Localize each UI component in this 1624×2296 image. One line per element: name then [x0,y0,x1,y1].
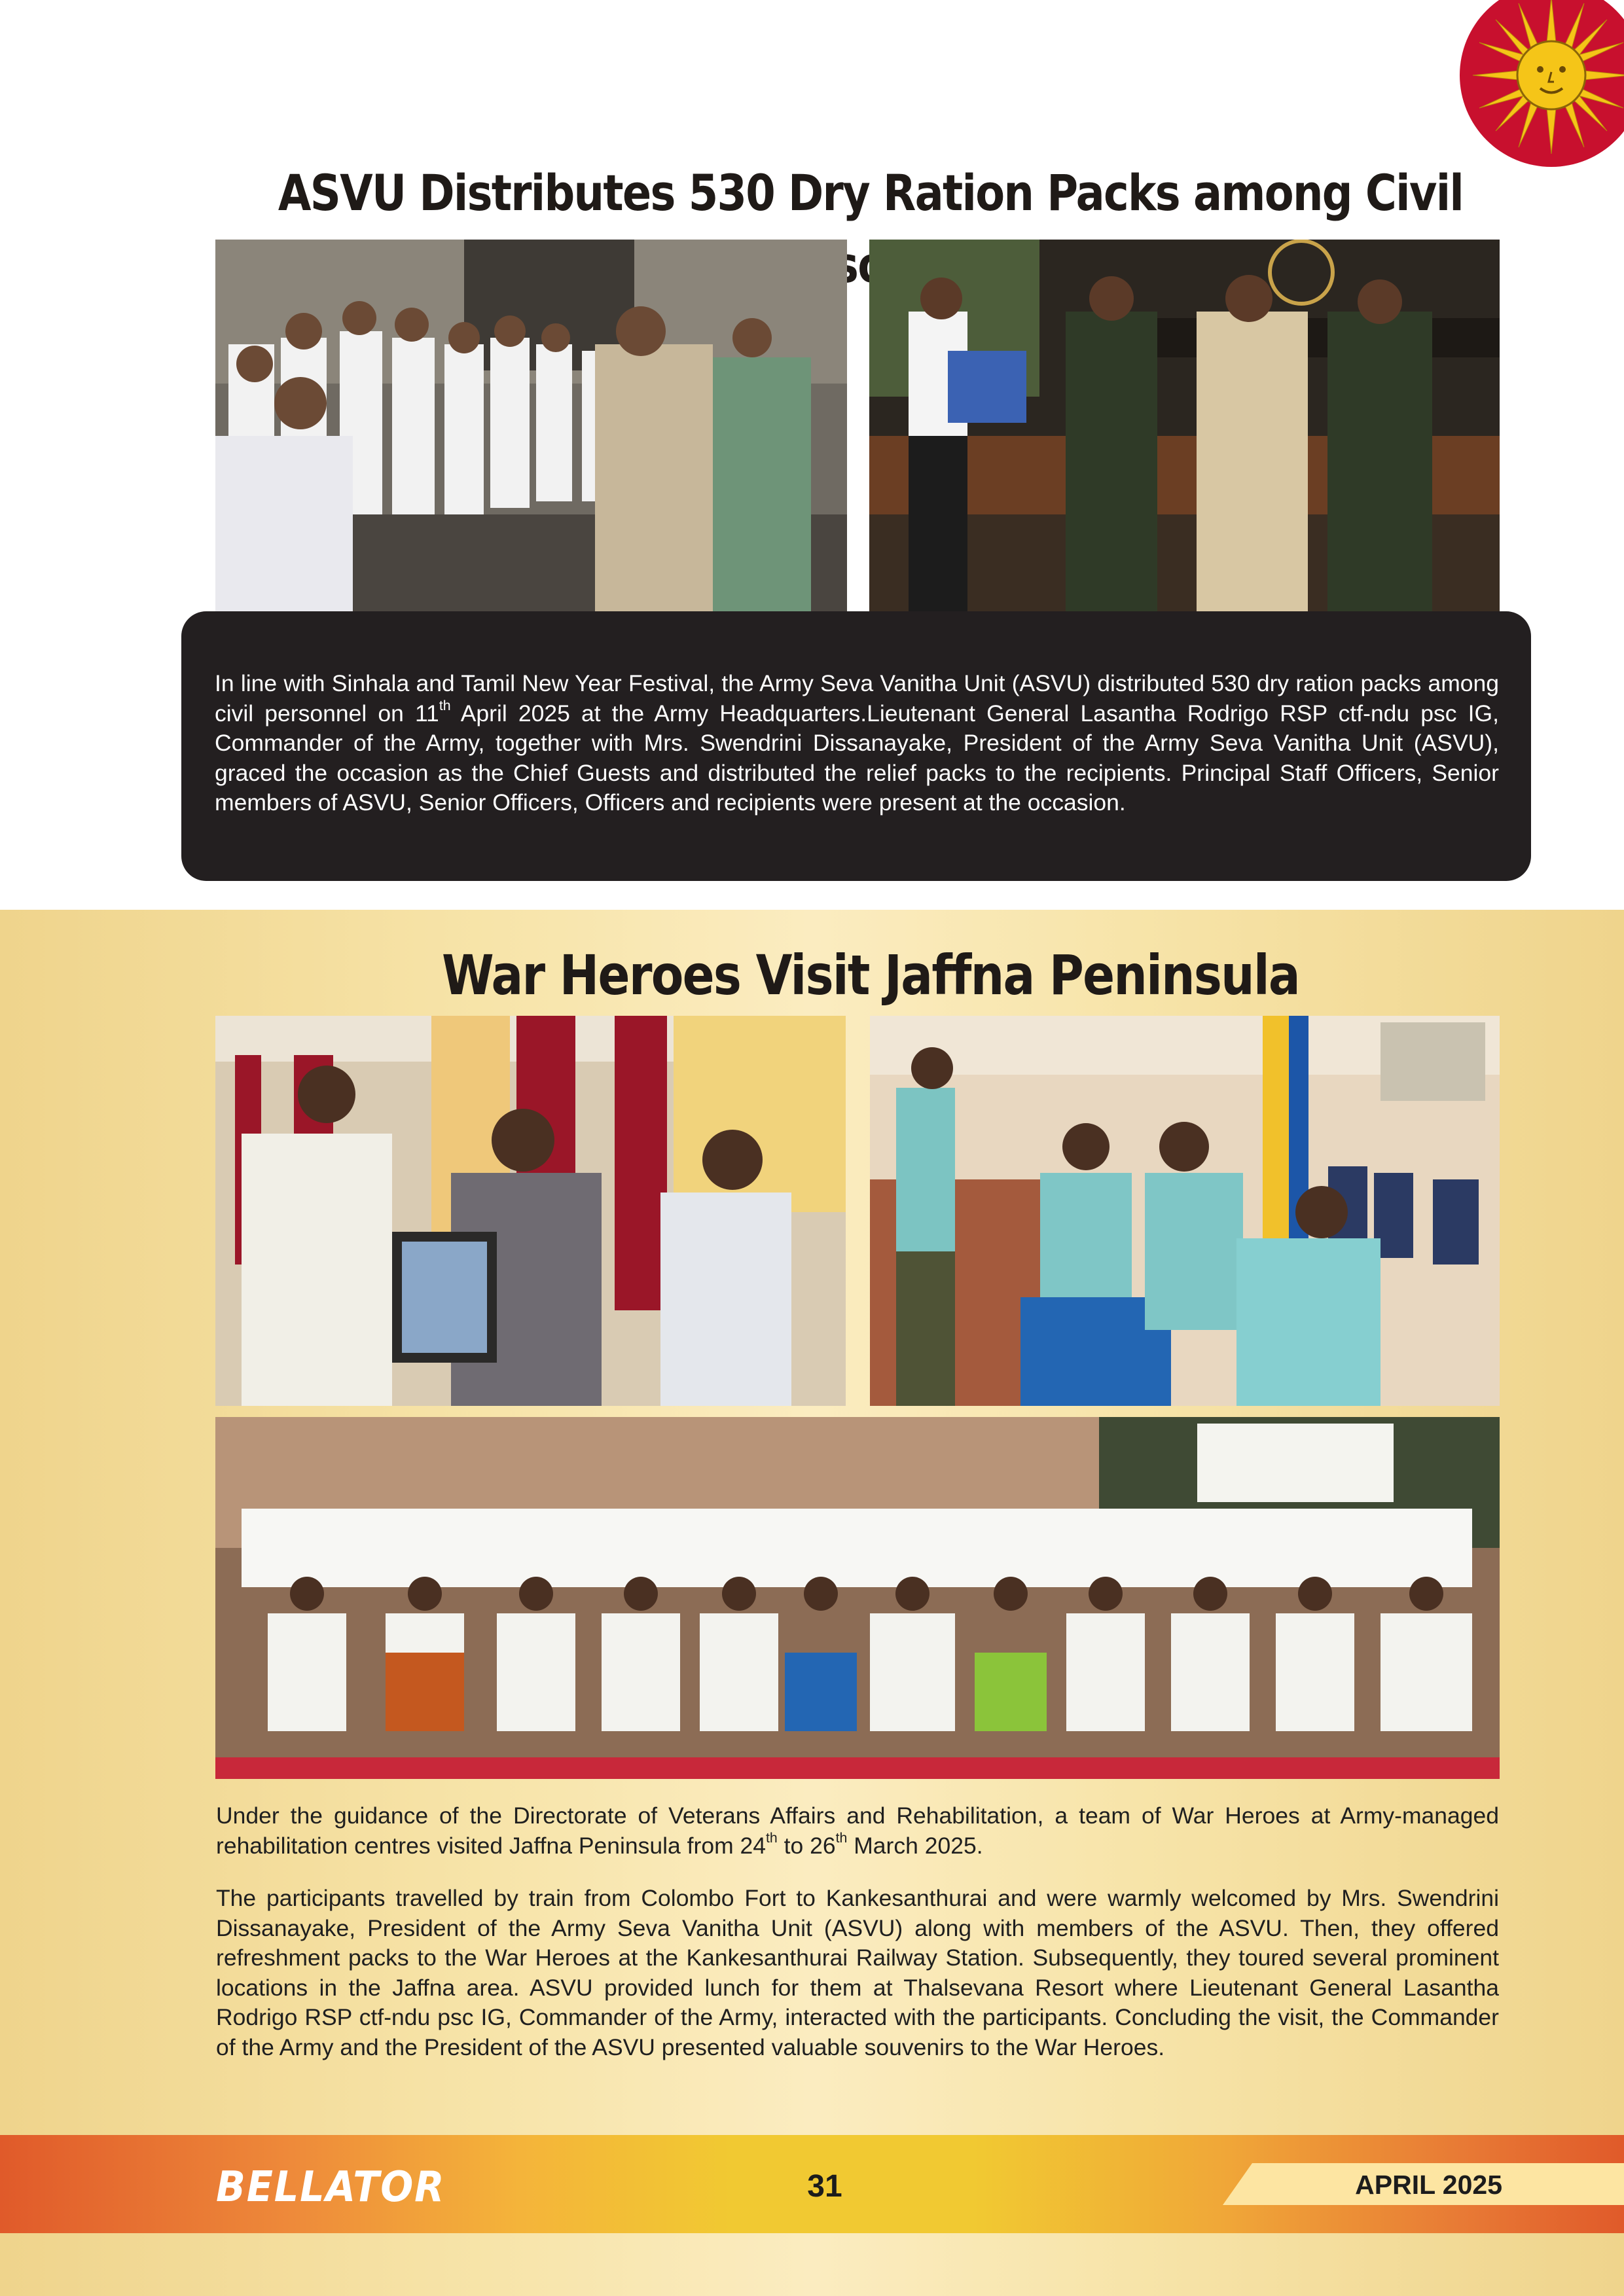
magazine-brand: BELLATOR [216,2163,446,2212]
article-title: ASVU Distributes 530 Dry Ration Packs among Civil [278,164,1464,222]
article-paragraph: Under the guidance of the Directorate of Veterans Affairs and Rehabilitation, a team of War Heroes at Army-managed rehabilitation centres visited Jaffna Peninsula from 24th to 26th March 2025. [216,1803,1499,1859]
article-title: War Heroes Visit Jaffna Peninsula [442,943,1299,1007]
page-number: 31 [807,2169,842,2204]
article-caption: In line with Sinhala and Tamil New Year Festival, the Army Seva Vanitha Unit (ASVU) distributed 530 dry ration packs among civil personnel on 11th April 2025 at the Army Headquarters.Lieutenant General Lasantha Rodrigo RSP ctf-ndu psc IG, Commander of the Army, together with Mrs. Swendrini Dissanayake, President of the Army Seva Vanitha Unit (ASVU), graced the occasion as the Chief Guests and distributed the relief packs to the recipients. Principal Staff Officers, Senior members of ASVU, Senior Officers, Officers and recipients were present at the occasion. [215,670,1500,816]
sun-emblem-icon [1456,0,1624,170]
photo-group-thalsevana [215,1417,1500,1779]
photo-chief-guests-handover [869,240,1500,630]
issue-date: APRIL 2025 [1355,2170,1502,2200]
photo-ration-distribution-lineup [215,240,847,630]
photo-refreshment-packs [870,1016,1500,1406]
article-paragraph: The participants travelled by train from Colombo Fort to Kankesanthurai and were warmly welcomed by Mrs. Swendrini Dissanayake, President of the Army Seva Vanitha Unit (ASVU) along with members of the ASVU. Then, they offered refreshment packs to the War Heroes at the Kankesanthurai Railway Station. Subsequently, they toured several prominent locations in the Jaffna area. ASVU provided lunch for them at Thalsevana Resort where Lieutenant General Lasantha Rodrigo RSP ctf-ndu psc IG, Commander of the Army, interacted with the participants. Concluding the visit, the Commander of the Army and the President of the ASVU presented valuable souvenirs to the War Heroes. [216,1885,1499,2060]
photo-souvenir-presentation [215,1016,846,1406]
